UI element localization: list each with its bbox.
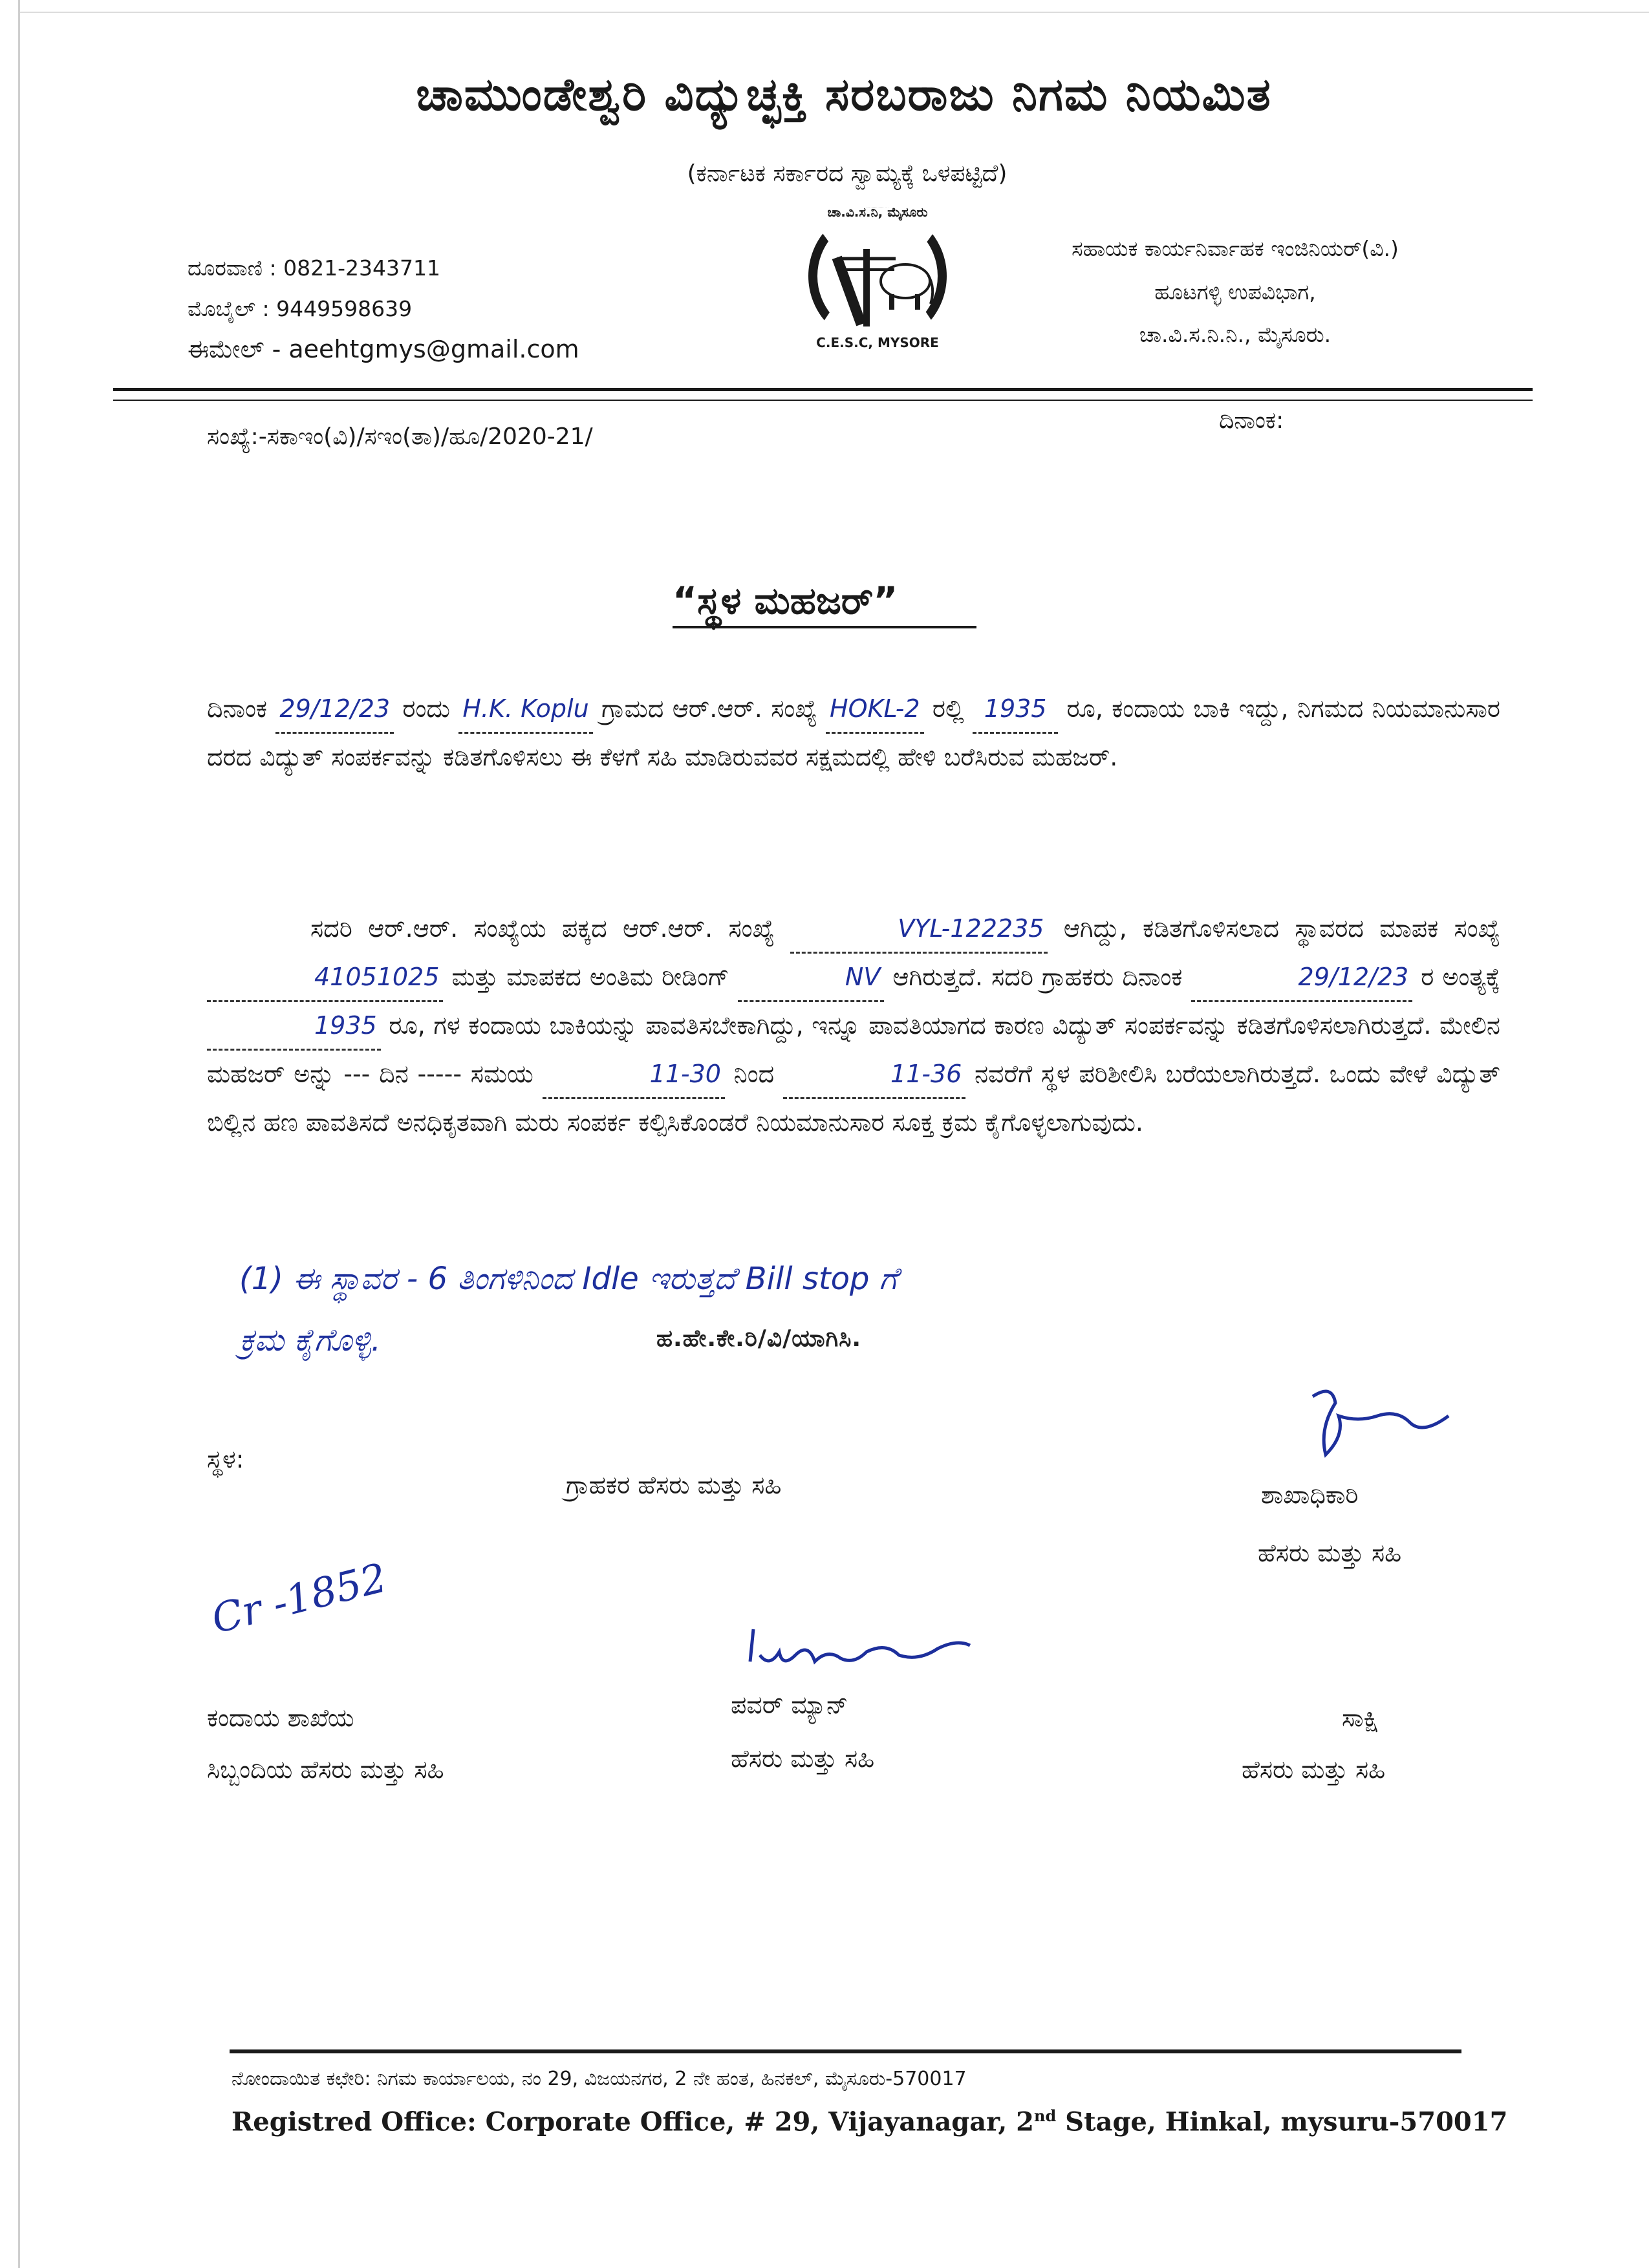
mobile-number: ಮೊಬೈಲ್ : 9449598639 [188, 296, 413, 321]
field-adjacent-rr: VYL-122235 [790, 905, 1048, 954]
scan-top-edge [0, 0, 1649, 13]
para1-text-4: ರಲ್ಲಿ [923, 694, 973, 723]
cesc-logo-icon [799, 197, 957, 356]
header-divider [113, 388, 1533, 391]
witness-signature-label: ಹೆಸರು ಮತ್ತು ಸಹಿ [1242, 1755, 1386, 1784]
para2-text-1: ಸದರಿ ಆರ್.ಆರ್. ಸಂಖ್ಯೆಯ ಪಕ್ಕದ ಆರ್.ಆರ್. ಸಂಖ್ಯೆ [310, 914, 791, 943]
footer-en-part-1: Registred Office: Corporate Office, # 29, Vijayanagar, 2 [232, 2106, 1035, 2137]
para1-text-2: ರಂದು [394, 694, 459, 723]
handwritten-number: Cr -1852 [207, 1554, 392, 1643]
officer-signature-label: ಹೆಸರು ಮತ್ತು ಸಹಿ [1258, 1539, 1402, 1567]
document-heading: “ಸ್ಥಳ ಮಹಜರ್” [673, 579, 898, 623]
para1-text-1: ದಿನಾಂಕ [207, 694, 276, 723]
date-label: ದಿನಾಂಕ: [1219, 407, 1284, 434]
header-divider-thin [113, 400, 1533, 401]
witness-label: ಸಾಕ್ಷಿ [1342, 1704, 1379, 1732]
scan-left-edge [0, 0, 20, 2268]
footer-divider [230, 2049, 1461, 2053]
officer-signature-mark [1300, 1377, 1468, 1474]
place-label: ಸ್ಥಳ: [207, 1445, 244, 1473]
heading-underline [673, 626, 976, 628]
reference-number: ಸಂಖ್ಯೆ:-ಸಕಾಇಂ(ವಿ)/ಸಇಂ(ತಾ)/ಹೂ/2020-21/ [207, 423, 593, 450]
field-due-date: 29/12/23 [1191, 954, 1413, 1002]
office-designation: ಸಹಾಯಕ ಕಾರ್ಯನಿರ್ವಾಹಕ ಇಂಜಿನಿಯರ್(ವಿ.) [1072, 236, 1399, 261]
office-subdivision: ಹೂಟಗಳ್ಳಿ ಉಪವಿಭಾಗ, [1154, 279, 1316, 305]
para2-text-2: ಆಗಿದ್ದು, ಕಡಿತಗೊಳಿಸಲಾದ ಸ್ಥಾವರದ ಮಾಪಕ ಸಂಖ್ಯೆ [1048, 914, 1500, 943]
logo-top-text: ಚಾ.ವಿ.ಸ.ನಿ, ಮೈಸೂರು [827, 204, 928, 220]
footer-en-sup: nd [1034, 2106, 1057, 2125]
footer-en-part-2: Stage, Hinkal, mysuru-570017 [1056, 2106, 1508, 2137]
powerman-signature-label: ಹೆಸರು ಮತ್ತು ಸಹಿ [731, 1744, 875, 1773]
para2-text-7: ನಿಂದ [724, 1060, 783, 1088]
email-address: ಈಮೇಲ್ - aeehtgmys@gmail.com [188, 335, 579, 363]
handwritten-note-line-2: ಕ್ರಮ ಕೈಗೊಳ್ಳಿ. [239, 1322, 382, 1358]
organization-subtitle: (ಕರ್ನಾಟಕ ಸರ್ಕಾರದ ಸ್ವಾಮ್ಯಕ್ಕೆ ಒಳಪಟ್ಟಿದೆ) [687, 160, 1008, 187]
footer-address-kannada: ನೋಂದಾಯಿತ ಕಛೇರಿ: ನಿಗಮ ಕಾರ್ಯಾಲಯ, ನಂ 29, ವಿಜಯನಗರ, 2 ನೇ ಹಂತ, ಹಿನಕಲ್, ಮೈಸೂರು-570017 [232, 2068, 967, 2090]
customer-signature-label: ಗ್ರಾಹಕರ ಹೆಸರು ಮತ್ತು ಸಹಿ [566, 1471, 782, 1499]
stamp-text: ಹ.ಹೇ.ಕೇ.ರಿ/ವಿ/ಯಾಗಿಸಿ. [656, 1325, 862, 1352]
phone-number: ದೂರವಾಣಿ : 0821-2343711 [188, 255, 440, 281]
paragraph-details [207, 905, 1500, 1146]
field-time-to: 11-36 [783, 1051, 965, 1099]
para2-text-4: ಆಗಿರುತ್ತದೆ. ಸದರಿ ಗ್ರಾಹಕರು ದಿನಾಂಕ [884, 963, 1191, 991]
field-date: 29/12/23 [275, 685, 394, 734]
arrears-section-label: ಕಂದಾಯ ಶಾಖೆಯ [207, 1704, 354, 1732]
logo-bottom-text: C.E.S.C, MYSORE [816, 335, 939, 350]
field-meter-number: 41051025 [207, 954, 443, 1002]
office-company: ಚಾ.ವಿ.ಸ.ನಿ.ನಿ., ಮೈಸೂರು. [1139, 322, 1331, 347]
field-final-reading: NV [738, 954, 884, 1002]
field-village: H.K. Koplu [458, 685, 592, 734]
para2-text-6: ರೂ, ಗಳ ಕಂದಾಯ ಬಾಕಿಯನ್ನು ಪಾವತಿಸಬೇಕಾಗಿದ್ದು, ಇನ್ನೂ ಪಾವತಿಯಾಗದ ಕಾರಣ ವಿದ್ಯುತ್ ಸಂಪರ್ಕವನ್ನು ಕಡಿತಗೊಳಿಸಲಾಗಿರುತ್ತದೆ. ಮೇಲಿನ ಮಹಜರ್ ಅನ್ನು --- ದಿನ ----- ಸಮಯ [207, 1011, 1500, 1088]
para2-text-8: ನವರೆಗೆ ಸ್ಥಳ ಪರಿಶೀಲಿಸಿ ಬರೆಯಲಾಗಿರುತ್ತದೆ. ಒಂದು ವೇಳೆ ವಿದ್ಯುತ್ ಬಿಲ್ಲಿನ ಹಣ ಪಾವತಿಸದೆ ಅನಧಿಕೃತವಾಗಿ ಮರು ಸಂಪರ್ಕ ಕಲ್ಪಿಸಿಕೊಂಡರೆ ನಿಯಮಾನುಸಾರ ಸೂಕ್ತ ಕ್ರಮ ಕೈಗೊಳ್ಳಲಾಗುವುದು. [207, 1060, 1501, 1137]
field-rr-number: HOKL-2 [826, 685, 924, 734]
footer-address-english [232, 2106, 1507, 2137]
handwritten-note-line-1: (1) ಈ ಸ್ಥಾವರ - 6 ತಿಂಗಳಿನಿಂದ Idle ಇರುತ್ತದೆ Bill stop ಗೆ [239, 1261, 898, 1297]
field-due-amount: 1935 [207, 1002, 381, 1051]
arrears-staff-signature-label: ಸಿಬ್ಬಂದಿಯ ಹೆಸರು ಮತ್ತು ಸಹಿ [207, 1755, 444, 1784]
para1-text-3: ಗ್ರಾಮದ ಆರ್.ಆರ್. ಸಂಖ್ಯೆ [592, 694, 826, 723]
para2-text-3: ಮತ್ತು ಮಾಪಕದ ಅಂತಿಮ ರೀಡಿಂಗ್ [443, 963, 738, 991]
organization-title: ಚಾಮುಂಡೇಶ್ವರಿ ವಿದ್ಯುಚ್ಛಕ್ತಿ ಸರಬರಾಜು ನಿಗಮ ನಿಯಮಿತ [416, 68, 1272, 121]
powerman-signature-mark [744, 1616, 976, 1687]
field-arrears-amount: 1935 [973, 685, 1058, 734]
para1-text-5: ರೂ, ಕಂದಾಯ ಬಾಕಿ ಇದ್ದು, ನಿಗಮದ ನಿಯಮಾನುಸಾರ ದರದ ವಿದ್ಯುತ್ ಸಂಪರ್ಕವನ್ನು ಕಡಿತಗೊಳಿಸಲು ಈ ಕೆಳಗೆ ಸಹಿ ಮಾಡಿರುವವರ ಸಕ್ಷಮದಲ್ಲಿ ಹೇಳಿ ಬರೆಸಿರುವ ಮಹಜರ್. [207, 694, 1500, 771]
powerman-label: ಪವರ್ ಮ್ಯಾನ್ [731, 1691, 848, 1719]
field-time-from: 11-30 [543, 1051, 725, 1099]
paragraph-intro [207, 685, 1500, 780]
para2-text-5: ರ ಅಂತ್ಯಕ್ಕೆ [1412, 963, 1500, 991]
officer-role-label: ಶಾಖಾಧಿಕಾರಿ [1261, 1481, 1359, 1509]
